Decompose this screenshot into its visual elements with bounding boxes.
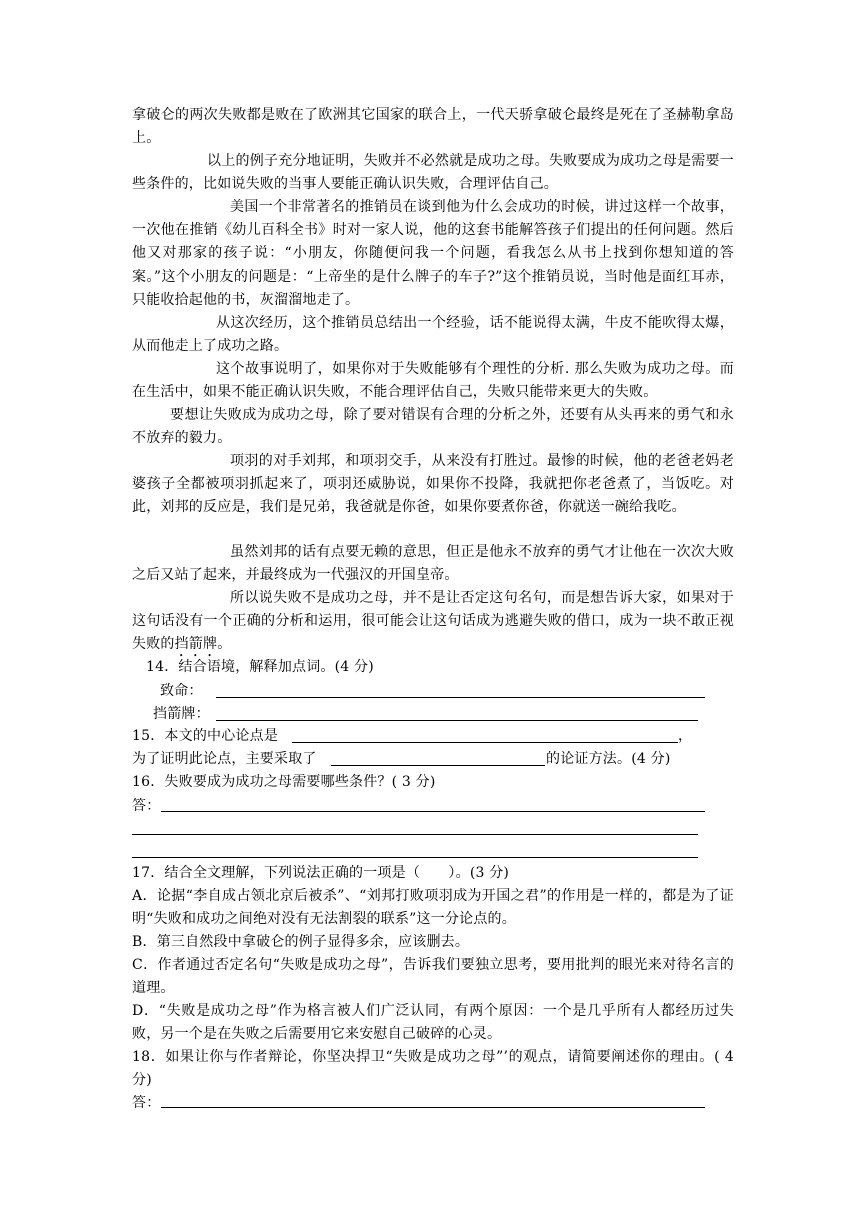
q14-term-zhiming: 致命：	[160, 683, 203, 699]
paragraph-salesman-lesson: 从这次经历，这个推销员总结出一个经验，话不能说得太满，牛皮不能吹得太爆，从而他走上了成功之路。	[132, 315, 734, 355]
paragraph-liubang: 项羽的对手刘邦，和项羽交手，从来没有打胜过。最惨的时候，他的老爸老妈老婆孩子全都被项羽抓起来了，项羽还威胁说，如果你不投降，我就把你老爸煮了，当饭吃。对此，刘邦的反应是，我们是兄弟，我爸就是你爸，如果你要煮你爸，你就送一碗给我吃。	[132, 453, 734, 516]
q16-answer-label: 答：	[132, 798, 161, 814]
paragraph-liubang-conclusion: 虽然刘邦的话有点要无赖的意思，但正是他永不放弃的勇气才让他在一次次大败之后又站了起来，并最终成为一代强汉的开国皇帝。	[132, 544, 734, 584]
q18-answer-line[interactable]	[161, 1107, 705, 1108]
q17-option-b[interactable]: B．第三自然段中拿破仑的例子显得多余，应该删去。	[132, 934, 470, 950]
q16-answer-line-2[interactable]	[132, 834, 698, 835]
q17-option-a[interactable]: A．论据“李自成占领北京后被杀”、“刘邦打败项羽成为开国之君”的作用是一样的，都是为了证明“失败和成功之间绝对没有无法割裂的联系”这一分论点的。	[132, 888, 734, 928]
question-14: 14．结合语境，解释加点词。(4 分)	[146, 659, 374, 675]
q16-answer-line-1[interactable]	[161, 811, 705, 812]
q14-term-dangjianpai: 挡箭牌：	[153, 706, 210, 722]
paragraph-napoleon: 拿破仑的两次失败都是败在了欧洲其它国家的联合上，一代天骄拿破仑最终是死在了圣赫勒拿岛上。	[132, 107, 734, 147]
paragraph-final	[132, 587, 734, 660]
q15-answer-line-1[interactable]	[292, 742, 678, 743]
q17-option-c[interactable]: C．作者通过否定名句“失败是成功之母”，告诉我们要独立思考，要用批判的眼光来对待名言的道理。	[132, 957, 734, 997]
paragraph-story-meaning: 这个故事说明了，如果你对于失败能够有个理性的分析. 那么失败为成功之母。而在生活中，如果不能正确认识失败，不能合理评估自己，失败只能带来更大的失败。	[132, 361, 734, 401]
q15-comma: ，	[678, 728, 693, 744]
paragraph-conclusion-1: 以上的例子充分地证明，失败并不必然就是成功之母。失败要成为成功之母是需要一些条件的，比如说失败的当事人要能正确认识失败，合理评估自己。	[132, 153, 734, 193]
paragraph-final-end: 。	[217, 636, 232, 653]
q15-answer-line-2[interactable]	[331, 765, 545, 766]
q14-answer-line-2[interactable]	[216, 720, 698, 721]
question-15: 15．本文的中心论点是	[132, 728, 279, 744]
q18-answer-label: 答：	[132, 1095, 161, 1111]
question-17: 17．结合全文理解，下列说法正确的一项是（ ）。(3 分)	[132, 865, 510, 881]
q15-part-b-end: 的论证方法。(4 分)	[546, 751, 671, 767]
question-16: 16．失败要成为成功之母需要哪些条件？( 3 分)	[132, 774, 436, 790]
paragraph-salesman-story: 美国一个非常著名的推销员在谈到他为什么会成功的时候，讲过这样一个故事，一次他在推销《幼儿百科全书》时对一家人说，他的这套书能解答孩子们提出的任何问题。然后他又对那家的孩子说：“小朋友，你随便问我一个问题，看我怎么从书上找到你想知道的答案。”这个小朋友的问题是：“上帝坐的是什么牌子的车子?”这个推销员说，当时他是面红耳赤，只能收拾起他的书，灰溜溜地走了。	[132, 199, 734, 308]
q14-answer-line-1[interactable]	[216, 697, 705, 698]
dotted-word-dangjianpai: 挡箭牌	[174, 636, 218, 653]
q17-option-d[interactable]: D．“失败是成功之母”作为格言被人们广泛认同，有两个原因：一个是几乎所有人都经历过失败，另一个是在失败之后需要用它来安慰自己破碎的心灵。	[132, 1003, 734, 1043]
question-18: 18．如果让你与作者辩论，你坚决捍卫“失败是成功之母”’的观点，请简要阐述你的理由。( 4 分)	[132, 1049, 734, 1089]
paragraph-courage: 要想让失败成为成功之母，除了要对错误有合理的分析之外，还要有从头再来的勇气和永不放弃的毅力。	[132, 407, 734, 447]
paragraph-final-text: 所以说失败不是成功之母，并不是让否定这句名句，而是想告诉大家，如果对于这句话没有一个正确的分析和运用，很可能会让这句话成为逃避失败的借口，成为一块不敢正视失败的	[132, 590, 734, 653]
q15-part-b: 为了证明此论点，主要采取了	[132, 751, 317, 767]
q16-answer-line-3[interactable]	[132, 857, 698, 858]
